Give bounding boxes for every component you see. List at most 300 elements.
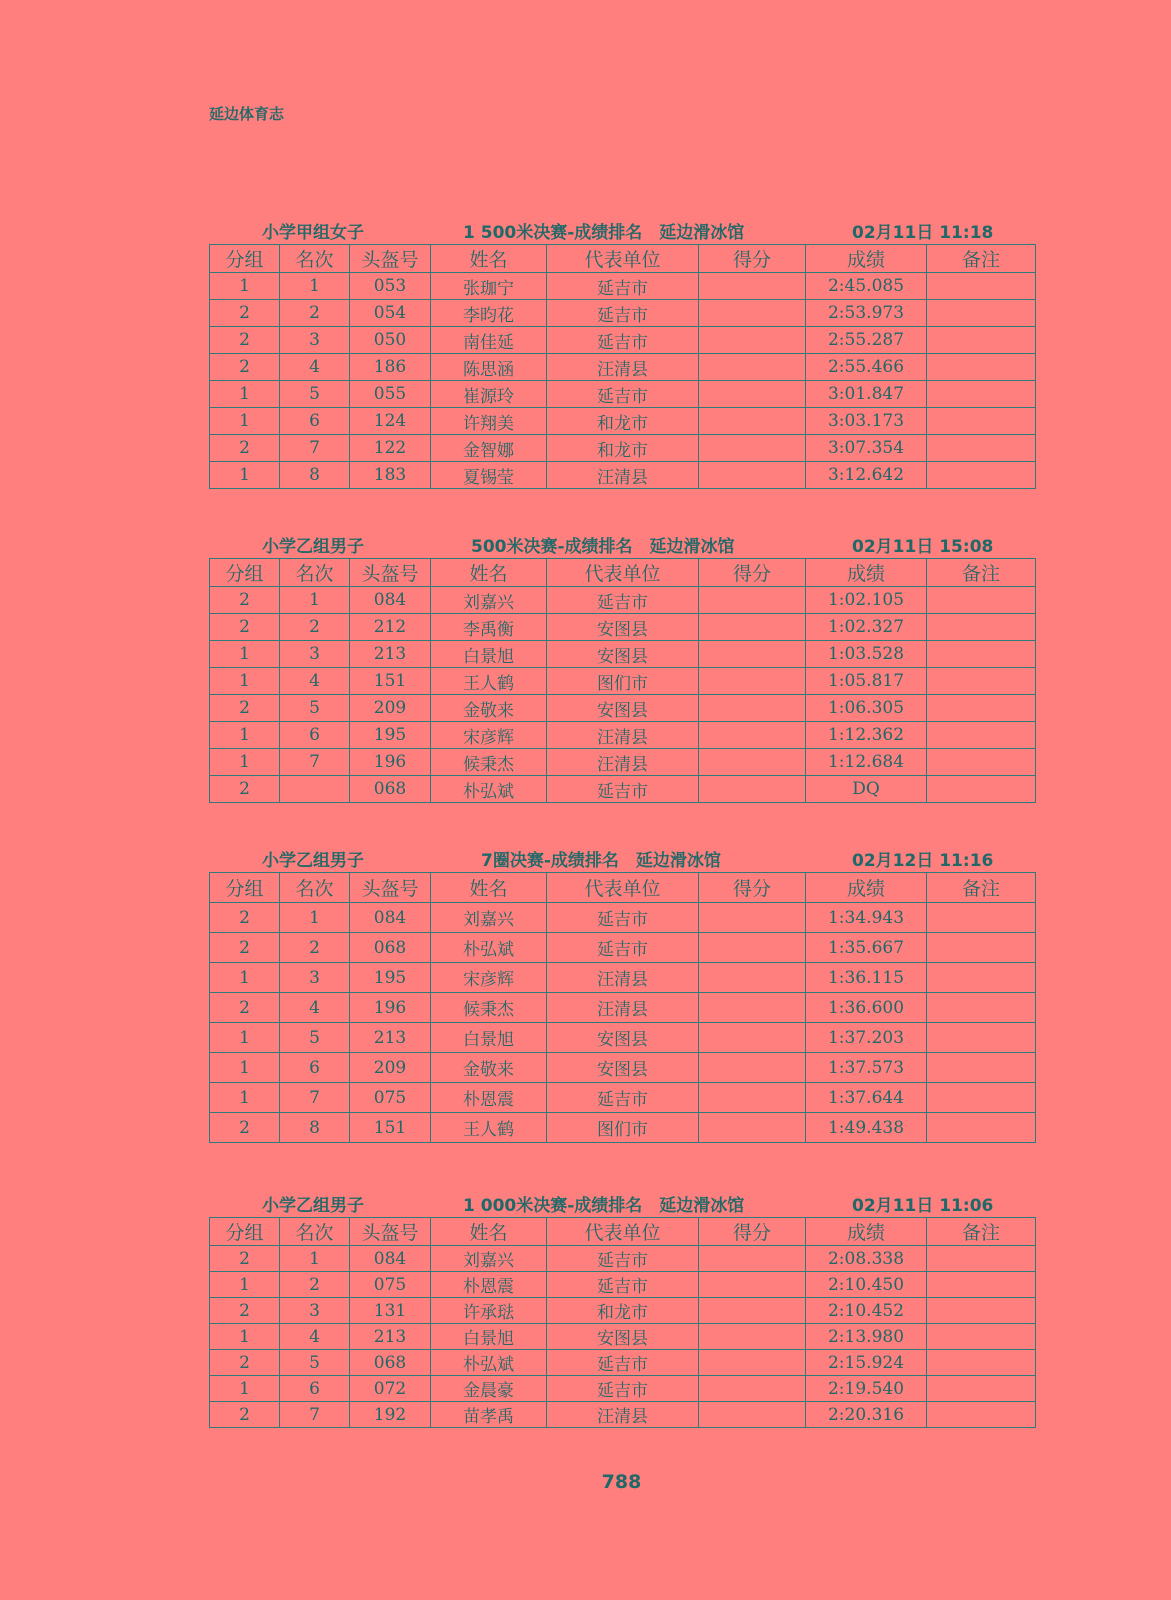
group-cell: 1 [210, 1272, 280, 1298]
score-cell [699, 273, 806, 300]
helmet-number-cell: 055 [350, 381, 431, 408]
remark-cell [927, 933, 1036, 963]
score-cell [699, 668, 806, 695]
remark-cell [927, 354, 1036, 381]
helmet-number-cell: 196 [350, 993, 431, 1023]
table-row [210, 300, 1036, 327]
group-cell: 1 [210, 641, 280, 668]
rank-cell: 1 [280, 903, 350, 933]
results-table [209, 872, 1036, 1143]
result-cell: 2:20.316 [806, 1402, 927, 1428]
result-cell: 3:03.173 [806, 408, 927, 435]
column-header: 成绩 [806, 559, 927, 587]
name-cell: 夏锡莹 [431, 462, 547, 489]
score-cell [699, 381, 806, 408]
column-header: 姓名 [431, 873, 547, 903]
helmet-number-cell: 084 [350, 587, 431, 614]
score-cell [699, 1350, 806, 1376]
remark-cell [927, 641, 1036, 668]
unit-cell: 图们市 [547, 1113, 699, 1143]
helmet-number-cell: 050 [350, 327, 431, 354]
column-header: 代表单位 [547, 1218, 699, 1246]
name-cell: 宋彦辉 [431, 963, 547, 993]
score-cell [699, 1023, 806, 1053]
result-cell: 1:05.817 [806, 668, 927, 695]
helmet-number-cell: 122 [350, 435, 431, 462]
score-cell [699, 1272, 806, 1298]
table-header-row [210, 873, 1036, 903]
group-cell: 2 [210, 587, 280, 614]
result-cell: 1:03.528 [806, 641, 927, 668]
group-cell: 1 [210, 462, 280, 489]
group-cell: 2 [210, 695, 280, 722]
remark-cell [927, 668, 1036, 695]
result-cell: 2:45.085 [806, 273, 927, 300]
score-cell [699, 993, 806, 1023]
unit-cell: 汪清县 [547, 462, 699, 489]
name-cell: 李昀花 [431, 300, 547, 327]
result-cell: 1:37.644 [806, 1083, 927, 1113]
score-cell [699, 435, 806, 462]
column-header: 备注 [927, 245, 1036, 273]
remark-cell [927, 462, 1036, 489]
name-cell: 朴恩震 [431, 1083, 547, 1113]
name-cell: 朴恩震 [431, 1272, 547, 1298]
unit-cell: 延吉市 [547, 1376, 699, 1402]
rank-cell: 2 [280, 300, 350, 327]
results-table [209, 1217, 1036, 1428]
unit-cell: 和龙市 [547, 408, 699, 435]
helmet-number-cell: 054 [350, 300, 431, 327]
helmet-number-cell: 053 [350, 273, 431, 300]
unit-cell: 延吉市 [547, 1350, 699, 1376]
remark-cell [927, 695, 1036, 722]
helmet-number-cell: 213 [350, 1023, 431, 1053]
score-cell [699, 1298, 806, 1324]
table-row [210, 1246, 1036, 1272]
unit-cell: 汪清县 [547, 749, 699, 776]
result-cell: 1:36.600 [806, 993, 927, 1023]
rank-cell: 6 [280, 408, 350, 435]
unit-cell: 汪清县 [547, 1402, 699, 1428]
result-cell: 1:02.327 [806, 614, 927, 641]
result-cell: 2:53.973 [806, 300, 927, 327]
result-cell: 1:12.362 [806, 722, 927, 749]
result-cell: 1:37.203 [806, 1023, 927, 1053]
helmet-number-cell: 212 [350, 614, 431, 641]
unit-cell: 安图县 [547, 641, 699, 668]
result-cell: 3:01.847 [806, 381, 927, 408]
name-cell: 王人鹤 [431, 668, 547, 695]
group-cell: 1 [210, 1376, 280, 1402]
score-cell [699, 903, 806, 933]
table-row [210, 327, 1036, 354]
group-cell: 2 [210, 435, 280, 462]
group-cell: 1 [210, 408, 280, 435]
rank-cell: 6 [280, 1376, 350, 1402]
score-cell [699, 1376, 806, 1402]
group-cell: 1 [210, 273, 280, 300]
table-row [210, 587, 1036, 614]
score-cell [699, 614, 806, 641]
remark-cell [927, 1272, 1036, 1298]
result-cell: 1:06.305 [806, 695, 927, 722]
score-cell [699, 587, 806, 614]
helmet-number-cell: 151 [350, 668, 431, 695]
group-label: 小学乙组男子 [262, 1196, 364, 1216]
table-row [210, 1272, 1036, 1298]
group-cell: 1 [210, 668, 280, 695]
remark-cell [927, 1246, 1036, 1272]
remark-cell [927, 587, 1036, 614]
column-header: 名次 [280, 559, 350, 587]
rank-cell: 4 [280, 668, 350, 695]
result-cell: 2:55.466 [806, 354, 927, 381]
column-header: 得分 [699, 873, 806, 903]
score-cell [699, 327, 806, 354]
column-header: 姓名 [431, 559, 547, 587]
group-cell: 2 [210, 933, 280, 963]
name-cell: 金敬来 [431, 1053, 547, 1083]
helmet-number-cell: 072 [350, 1376, 431, 1402]
rank-cell: 3 [280, 327, 350, 354]
name-cell: 南佳延 [431, 327, 547, 354]
score-cell [699, 749, 806, 776]
rank-cell: 7 [280, 1083, 350, 1113]
rank-cell: 1 [280, 1246, 350, 1272]
helmet-number-cell: 195 [350, 963, 431, 993]
rank-cell: 4 [280, 354, 350, 381]
unit-cell: 安图县 [547, 1053, 699, 1083]
rank-cell: 8 [280, 462, 350, 489]
unit-cell: 安图县 [547, 614, 699, 641]
unit-cell: 延吉市 [547, 903, 699, 933]
result-cell: 2:55.287 [806, 327, 927, 354]
rank-cell: 4 [280, 993, 350, 1023]
name-cell: 金智娜 [431, 435, 547, 462]
column-header: 名次 [280, 245, 350, 273]
remark-cell [927, 1350, 1036, 1376]
unit-cell: 和龙市 [547, 1298, 699, 1324]
column-header: 备注 [927, 559, 1036, 587]
column-header: 姓名 [431, 245, 547, 273]
helmet-number-cell: 084 [350, 903, 431, 933]
remark-cell [927, 381, 1036, 408]
score-cell [699, 722, 806, 749]
results-section [209, 218, 1035, 489]
helmet-number-cell: 195 [350, 722, 431, 749]
remark-cell [927, 327, 1036, 354]
section-caption [209, 846, 1035, 872]
table-row [210, 695, 1036, 722]
results-section [209, 532, 1035, 803]
rank-cell: 5 [280, 1350, 350, 1376]
name-cell: 张珈宁 [431, 273, 547, 300]
event-label: 1 500米决赛-成绩排名 延边滑冰馆 [463, 223, 745, 243]
name-cell: 许承琺 [431, 1298, 547, 1324]
column-header: 代表单位 [547, 873, 699, 903]
name-cell: 许翔美 [431, 408, 547, 435]
name-cell: 朴弘斌 [431, 933, 547, 963]
table-row [210, 354, 1036, 381]
result-cell: 1:02.105 [806, 587, 927, 614]
table-row [210, 1053, 1036, 1083]
result-cell: 2:08.338 [806, 1246, 927, 1272]
score-cell [699, 1402, 806, 1428]
name-cell: 候秉杰 [431, 749, 547, 776]
name-cell: 朴弘斌 [431, 776, 547, 803]
date-label: 02月11日 11:06 [852, 1196, 994, 1216]
column-header: 分组 [210, 245, 280, 273]
table-row [210, 776, 1036, 803]
column-header: 得分 [699, 1218, 806, 1246]
table-header-row [210, 1218, 1036, 1246]
results-section [209, 1191, 1035, 1428]
group-cell: 1 [210, 1023, 280, 1053]
helmet-number-cell: 124 [350, 408, 431, 435]
result-cell: 3:12.642 [806, 462, 927, 489]
group-cell: 1 [210, 963, 280, 993]
column-header: 姓名 [431, 1218, 547, 1246]
rank-cell: 3 [280, 641, 350, 668]
remark-cell [927, 614, 1036, 641]
event-label: 500米决赛-成绩排名 延边滑冰馆 [471, 537, 735, 557]
table-row [210, 1402, 1036, 1428]
unit-cell: 和龙市 [547, 435, 699, 462]
page-header: 延边体育志 [209, 105, 285, 123]
column-header: 成绩 [806, 1218, 927, 1246]
section-caption [209, 218, 1035, 244]
rank-cell: 3 [280, 963, 350, 993]
name-cell: 白景旭 [431, 1023, 547, 1053]
remark-cell [927, 435, 1036, 462]
table-row [210, 903, 1036, 933]
table-row [210, 1083, 1036, 1113]
helmet-number-cell: 192 [350, 1402, 431, 1428]
name-cell: 候秉杰 [431, 993, 547, 1023]
column-header: 得分 [699, 559, 806, 587]
table-row [210, 963, 1036, 993]
unit-cell: 安图县 [547, 1324, 699, 1350]
column-header: 备注 [927, 1218, 1036, 1246]
result-cell: 2:10.450 [806, 1272, 927, 1298]
group-cell: 2 [210, 776, 280, 803]
group-cell: 1 [210, 722, 280, 749]
remark-cell [927, 722, 1036, 749]
rank-cell: 2 [280, 933, 350, 963]
group-label: 小学甲组女子 [262, 223, 364, 243]
helmet-number-cell: 075 [350, 1272, 431, 1298]
rank-cell: 2 [280, 614, 350, 641]
table-row [210, 1113, 1036, 1143]
unit-cell: 延吉市 [547, 273, 699, 300]
column-header: 得分 [699, 245, 806, 273]
column-header: 头盔号 [350, 873, 431, 903]
name-cell: 刘嘉兴 [431, 1246, 547, 1272]
score-cell [699, 776, 806, 803]
page-number: 788 [601, 1471, 642, 1493]
table-row [210, 1324, 1036, 1350]
remark-cell [927, 1402, 1036, 1428]
remark-cell [927, 1376, 1036, 1402]
score-cell [699, 933, 806, 963]
unit-cell: 延吉市 [547, 933, 699, 963]
result-cell: 2:15.924 [806, 1350, 927, 1376]
name-cell: 宋彦辉 [431, 722, 547, 749]
column-header: 名次 [280, 1218, 350, 1246]
unit-cell: 延吉市 [547, 300, 699, 327]
score-cell [699, 1246, 806, 1272]
rank-cell: 6 [280, 722, 350, 749]
helmet-number-cell: 183 [350, 462, 431, 489]
score-cell [699, 408, 806, 435]
remark-cell [927, 1083, 1036, 1113]
helmet-number-cell: 075 [350, 1083, 431, 1113]
score-cell [699, 354, 806, 381]
score-cell [699, 1053, 806, 1083]
group-cell: 2 [210, 614, 280, 641]
remark-cell [927, 749, 1036, 776]
table-row [210, 273, 1036, 300]
table-header-row [210, 245, 1036, 273]
remark-cell [927, 1324, 1036, 1350]
helmet-number-cell: 084 [350, 1246, 431, 1272]
table-row [210, 1023, 1036, 1053]
column-header: 分组 [210, 1218, 280, 1246]
helmet-number-cell: 131 [350, 1298, 431, 1324]
remark-cell [927, 1053, 1036, 1083]
group-cell: 2 [210, 300, 280, 327]
name-cell: 陈思涵 [431, 354, 547, 381]
rank-cell: 5 [280, 381, 350, 408]
remark-cell [927, 903, 1036, 933]
score-cell [699, 641, 806, 668]
column-header: 成绩 [806, 245, 927, 273]
unit-cell: 汪清县 [547, 963, 699, 993]
column-header: 头盔号 [350, 559, 431, 587]
group-cell: 2 [210, 327, 280, 354]
group-cell: 2 [210, 903, 280, 933]
remark-cell [927, 776, 1036, 803]
name-cell: 刘嘉兴 [431, 903, 547, 933]
rank-cell: 7 [280, 1402, 350, 1428]
name-cell: 朴弘斌 [431, 1350, 547, 1376]
result-cell: 1:34.943 [806, 903, 927, 933]
rank-cell: 7 [280, 435, 350, 462]
column-header: 名次 [280, 873, 350, 903]
rank-cell: 8 [280, 1113, 350, 1143]
results-table [209, 244, 1036, 489]
unit-cell: 延吉市 [547, 1083, 699, 1113]
unit-cell: 汪清县 [547, 722, 699, 749]
remark-cell [927, 408, 1036, 435]
rank-cell: 4 [280, 1324, 350, 1350]
group-cell: 2 [210, 1298, 280, 1324]
name-cell: 白景旭 [431, 1324, 547, 1350]
column-header: 头盔号 [350, 1218, 431, 1246]
table-row [210, 381, 1036, 408]
table-row [210, 1350, 1036, 1376]
rank-cell: 2 [280, 1272, 350, 1298]
name-cell: 白景旭 [431, 641, 547, 668]
date-label: 02月12日 11:16 [852, 851, 994, 871]
helmet-number-cell: 186 [350, 354, 431, 381]
rank-cell: 7 [280, 749, 350, 776]
table-row [210, 408, 1036, 435]
table-row [210, 668, 1036, 695]
unit-cell: 延吉市 [547, 587, 699, 614]
remark-cell [927, 273, 1036, 300]
name-cell: 金晨豪 [431, 1376, 547, 1402]
unit-cell: 汪清县 [547, 993, 699, 1023]
rank-cell: 3 [280, 1298, 350, 1324]
helmet-number-cell: 196 [350, 749, 431, 776]
rank-cell: 6 [280, 1053, 350, 1083]
score-cell [699, 963, 806, 993]
score-cell [699, 1113, 806, 1143]
helmet-number-cell: 209 [350, 1053, 431, 1083]
results-section [209, 846, 1035, 1143]
helmet-number-cell: 213 [350, 1324, 431, 1350]
remark-cell [927, 1298, 1036, 1324]
table-row [210, 641, 1036, 668]
score-cell [699, 695, 806, 722]
column-header: 备注 [927, 873, 1036, 903]
helmet-number-cell: 068 [350, 776, 431, 803]
helmet-number-cell: 068 [350, 933, 431, 963]
remark-cell [927, 300, 1036, 327]
column-header: 代表单位 [547, 245, 699, 273]
table-row [210, 722, 1036, 749]
table-row [210, 993, 1036, 1023]
group-cell: 2 [210, 1113, 280, 1143]
section-caption [209, 1191, 1035, 1217]
rank-cell: 5 [280, 695, 350, 722]
remark-cell [927, 963, 1036, 993]
group-cell: 1 [210, 381, 280, 408]
column-header: 分组 [210, 559, 280, 587]
group-cell: 1 [210, 749, 280, 776]
score-cell [699, 1324, 806, 1350]
result-cell: 1:35.667 [806, 933, 927, 963]
score-cell [699, 1083, 806, 1113]
unit-cell: 延吉市 [547, 1246, 699, 1272]
result-cell: DQ [806, 776, 927, 803]
unit-cell: 延吉市 [547, 381, 699, 408]
table-row [210, 435, 1036, 462]
result-cell: 3:07.354 [806, 435, 927, 462]
remark-cell [927, 1113, 1036, 1143]
name-cell: 崔源玲 [431, 381, 547, 408]
unit-cell: 延吉市 [547, 327, 699, 354]
score-cell [699, 300, 806, 327]
group-label: 小学乙组男子 [262, 537, 364, 557]
helmet-number-cell: 213 [350, 641, 431, 668]
name-cell: 李禹衡 [431, 614, 547, 641]
column-header: 成绩 [806, 873, 927, 903]
rank-cell [280, 776, 350, 803]
remark-cell [927, 993, 1036, 1023]
table-row [210, 1298, 1036, 1324]
unit-cell: 安图县 [547, 1023, 699, 1053]
section-caption [209, 532, 1035, 558]
group-cell: 1 [210, 1324, 280, 1350]
result-cell: 1:36.115 [806, 963, 927, 993]
date-label: 02月11日 15:08 [852, 537, 994, 557]
remark-cell [927, 1023, 1036, 1053]
name-cell: 苗孝禹 [431, 1402, 547, 1428]
result-cell: 2:10.452 [806, 1298, 927, 1324]
